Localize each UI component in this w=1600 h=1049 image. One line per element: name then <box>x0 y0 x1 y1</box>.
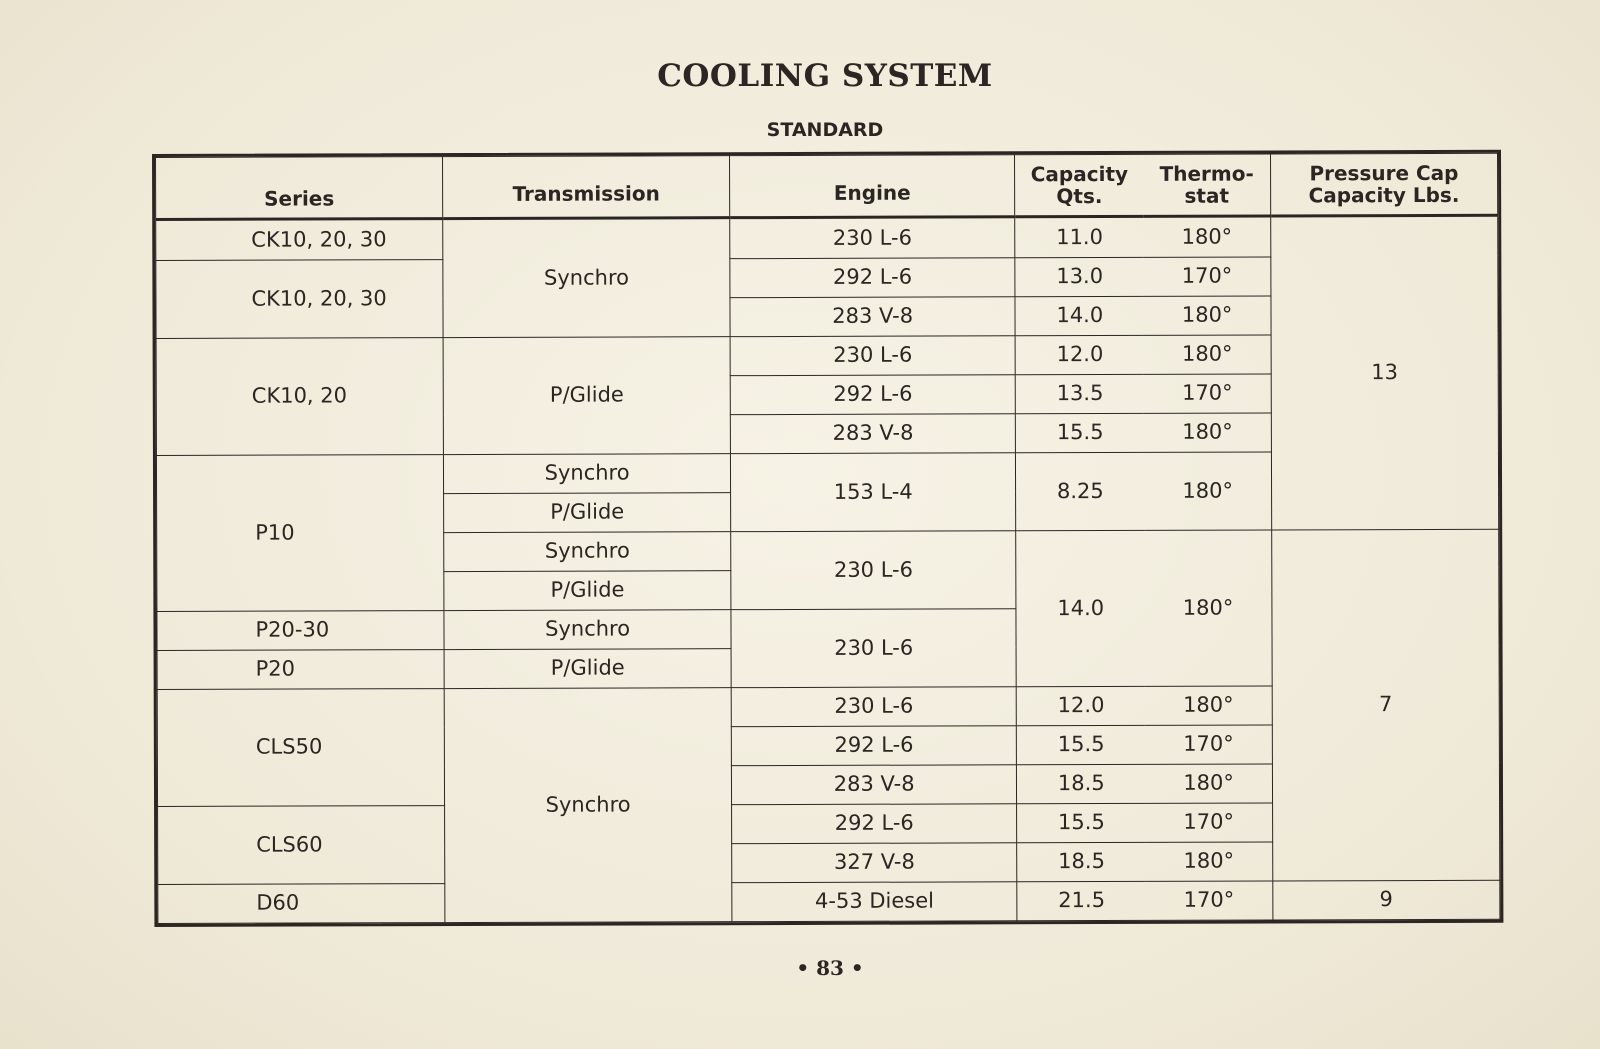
series-cell: D60 <box>158 883 445 923</box>
transmission-cell: Synchro <box>444 609 731 649</box>
capacity-cell: 15.5 <box>1015 413 1144 452</box>
header-capacity: Capacity Qts. <box>1015 154 1144 216</box>
engine-cell: 230 L-6 <box>731 609 1016 688</box>
engine-cell: 4-53 Diesel <box>732 882 1017 922</box>
engine-cell: 292 L-6 <box>730 257 1015 297</box>
thermostat-cell: 170° <box>1145 725 1272 764</box>
capacity-cell: 14.0 <box>1016 530 1145 686</box>
engine-cell: 283 V-8 <box>730 296 1015 336</box>
thermostat-cell: 180° <box>1144 216 1271 257</box>
page-subtitle: STANDARD <box>766 119 884 141</box>
engine-cell: 230 L-6 <box>731 687 1016 727</box>
page-number: • 83 • <box>796 956 864 980</box>
thermostat-cell: 180° <box>1144 296 1271 335</box>
thermostat-cell: 170° <box>1146 881 1273 921</box>
header-thermostat: Thermo- stat <box>1143 154 1270 216</box>
engine-cell: 283 V-8 <box>732 765 1017 805</box>
table-row <box>158 880 1500 923</box>
header-series: Series <box>156 157 443 220</box>
capacity-cell: 8.25 <box>1016 452 1145 530</box>
series-cell: CLS60 <box>158 805 445 884</box>
table-header-row <box>156 153 1498 219</box>
transmission-cell: Synchro <box>444 453 731 493</box>
header-engine: Engine <box>730 155 1015 218</box>
series-cell: CLS50 <box>157 688 444 806</box>
series-cell: P20 <box>157 649 444 689</box>
capacity-cell: 21.5 <box>1017 881 1146 921</box>
capacity-cell: 12.0 <box>1015 335 1144 374</box>
capacity-cell: 13.0 <box>1015 257 1144 296</box>
engine-cell: 230 L-6 <box>730 335 1015 375</box>
engine-cell: 230 L-6 <box>730 217 1015 259</box>
pressure-cap-cell: 7 <box>1271 529 1499 881</box>
engine-cell: 292 L-6 <box>730 374 1015 414</box>
series-cell: P20-30 <box>157 610 444 650</box>
transmission-cell: Synchro <box>444 687 732 922</box>
capacity-cell: 14.0 <box>1015 296 1144 335</box>
transmission-cell: P/Glide <box>443 336 730 454</box>
thermostat-cell: 170° <box>1144 257 1271 296</box>
table-row <box>156 215 1498 260</box>
thermostat-cell: 180° <box>1146 842 1273 881</box>
thermostat-cell: 180° <box>1145 530 1272 686</box>
pressure-cap-cell: 9 <box>1273 880 1500 920</box>
header-transmission: Transmission <box>443 156 730 219</box>
series-cell: CK10, 20 <box>156 337 443 455</box>
transmission-cell: P/Glide <box>444 648 731 688</box>
transmission-cell: Synchro <box>444 531 731 571</box>
capacity-cell: 12.0 <box>1016 686 1145 725</box>
capacity-cell: 13.5 <box>1015 374 1144 413</box>
capacity-cell: 18.5 <box>1017 764 1146 803</box>
header-pressure-cap: Pressure Cap Capacity Lbs. <box>1270 153 1497 216</box>
engine-cell: 292 L-6 <box>731 726 1016 766</box>
engine-cell: 327 V-8 <box>732 843 1017 883</box>
page-title: COOLING SYSTEM <box>657 58 993 94</box>
cooling-system-table <box>152 150 1503 927</box>
thermostat-cell: 180° <box>1144 413 1271 452</box>
transmission-cell: P/Glide <box>444 570 731 610</box>
thermostat-cell: 180° <box>1145 764 1272 803</box>
series-cell: CK10, 20, 30 <box>156 219 443 261</box>
capacity-cell: 15.5 <box>1016 725 1145 764</box>
thermostat-cell: 170° <box>1146 803 1273 842</box>
thermostat-cell: 180° <box>1144 452 1271 530</box>
series-cell: CK10, 20, 30 <box>156 259 443 338</box>
transmission-cell: Synchro <box>443 218 730 338</box>
thermostat-cell: 180° <box>1144 335 1271 374</box>
transmission-cell: P/Glide <box>444 492 731 532</box>
capacity-cell: 15.5 <box>1017 803 1146 842</box>
engine-cell: 292 L-6 <box>732 804 1017 844</box>
thermostat-cell: 170° <box>1144 374 1271 413</box>
pressure-cap-cell: 13 <box>1270 215 1498 529</box>
engine-cell: 283 V-8 <box>730 413 1015 453</box>
thermostat-cell: 180° <box>1145 686 1272 725</box>
capacity-cell: 18.5 <box>1017 842 1146 881</box>
engine-cell: 153 L-4 <box>731 453 1016 532</box>
engine-cell: 230 L-6 <box>731 531 1016 610</box>
capacity-cell: 11.0 <box>1015 216 1144 257</box>
series-cell: P10 <box>156 454 444 611</box>
